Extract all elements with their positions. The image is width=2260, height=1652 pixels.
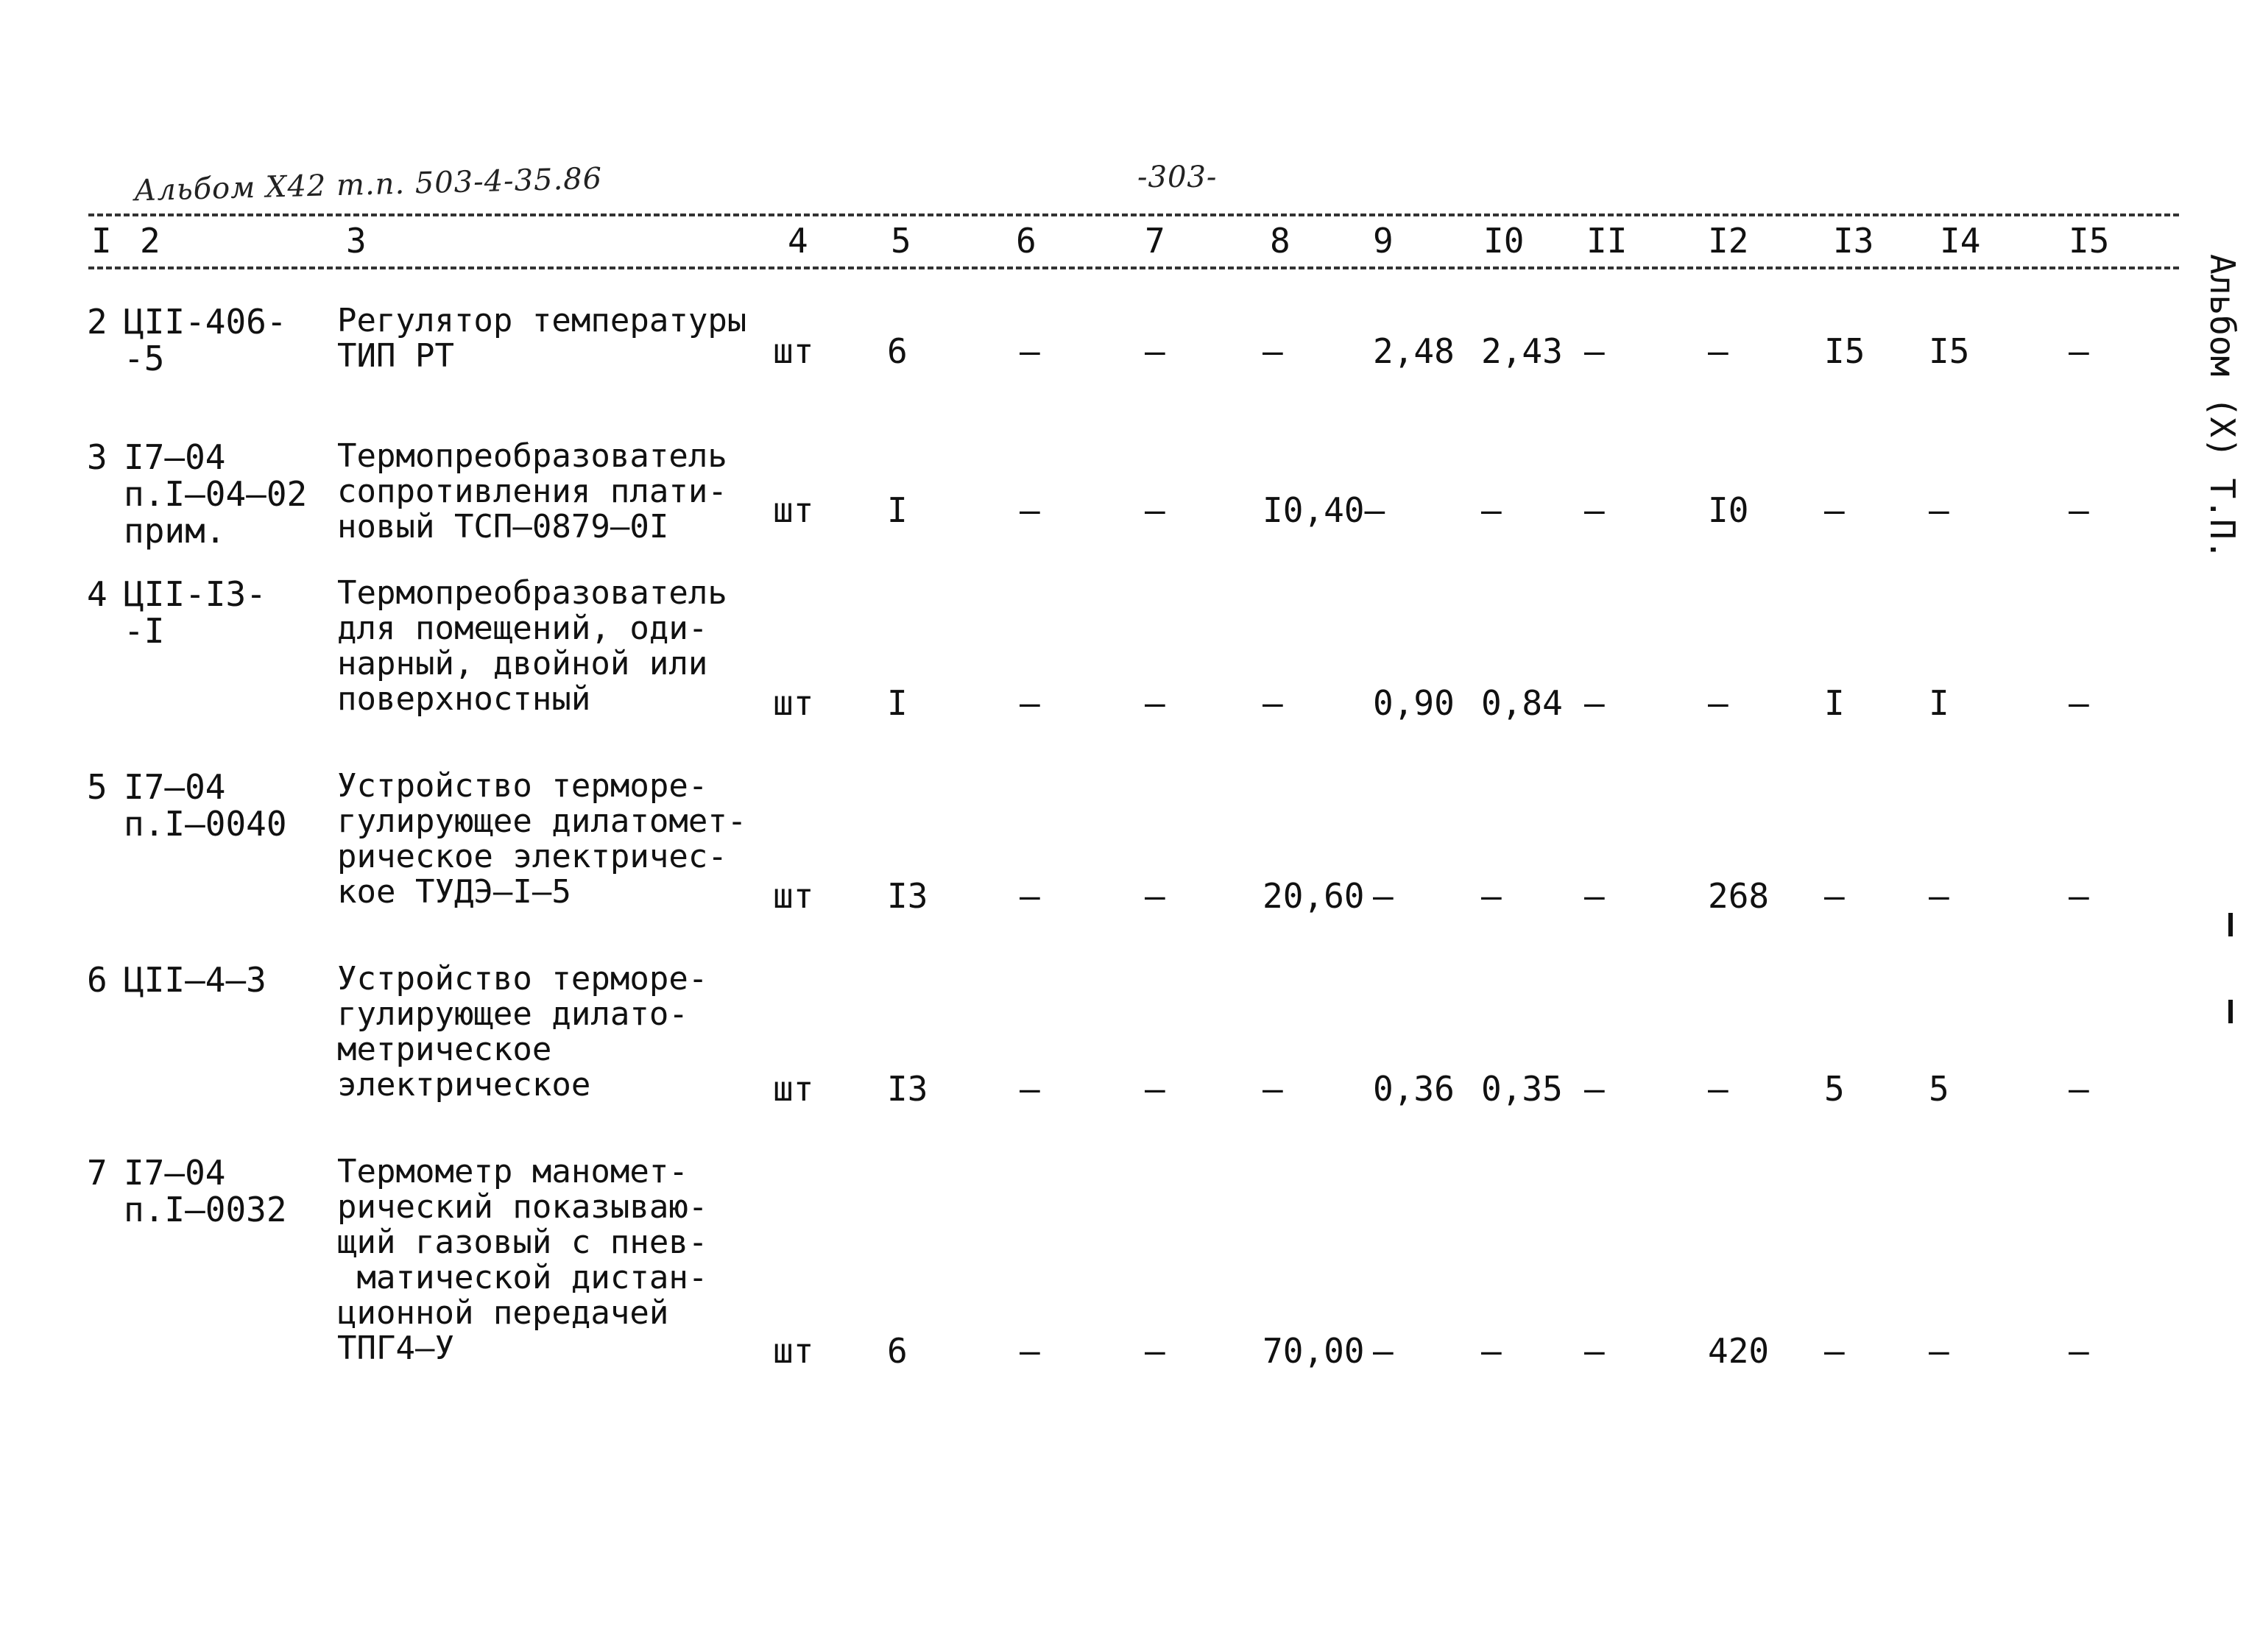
column-number-10: I0 xyxy=(1483,221,1525,261)
row-number: 4 xyxy=(87,574,107,614)
cell-c6: – xyxy=(1020,876,1040,916)
cell-c9: – xyxy=(1373,876,1394,916)
column-number-13: I3 xyxy=(1833,221,1874,261)
cell-c8: I0,40– xyxy=(1263,490,1385,530)
cell-c7: – xyxy=(1145,490,1165,530)
cell-c5: I xyxy=(887,490,908,530)
item-name: Термопреобразователь для помещений, оди- нарный, двойной или поверхностный xyxy=(337,574,727,718)
cell-c13: – xyxy=(1824,876,1845,916)
cell-unit: шт xyxy=(773,1069,814,1109)
cell-c12: 420 xyxy=(1708,1331,1770,1371)
cell-c14: – xyxy=(1929,876,1949,916)
cell-c12: – xyxy=(1708,331,1728,371)
cell-c9: – xyxy=(1373,1331,1394,1371)
cell-c5: 6 xyxy=(887,331,908,371)
item-name: Устройство терморе- гулирующее дилато- метрическое электрическое xyxy=(337,960,708,1104)
margin-mark xyxy=(2228,1000,2233,1023)
row-number: 3 xyxy=(87,437,107,477)
row-number: 7 xyxy=(87,1153,107,1193)
cell-c14: I xyxy=(1929,683,1949,723)
cell-c6: – xyxy=(1020,1331,1040,1371)
header-dashed-line-bottom xyxy=(88,266,2179,269)
cell-unit: шт xyxy=(773,490,814,530)
cell-c14: – xyxy=(1929,1331,1949,1371)
cell-c6: – xyxy=(1020,490,1040,530)
column-number-11: II xyxy=(1586,221,1628,261)
price-code: I7–04 п.I–0032 xyxy=(124,1153,287,1229)
cell-c11: – xyxy=(1584,1069,1605,1109)
cell-c11: – xyxy=(1584,683,1605,723)
cell-c5: I xyxy=(887,683,908,723)
column-number-2: 2 xyxy=(140,221,160,261)
price-code: ЦII-406- -5 xyxy=(124,302,287,378)
cell-c10: 0,84 xyxy=(1481,683,1563,723)
row-number: 5 xyxy=(87,767,107,807)
cell-unit: шт xyxy=(773,331,814,371)
header-dashed-line-top xyxy=(88,213,2179,216)
cell-c15: – xyxy=(2069,876,2089,916)
row-number: 6 xyxy=(87,960,107,1000)
cell-c8: 70,00 xyxy=(1263,1331,1365,1371)
cell-c8: 20,60 xyxy=(1263,876,1365,916)
cell-c12: – xyxy=(1708,683,1728,723)
cell-c14: I5 xyxy=(1929,331,1970,371)
cell-c15: – xyxy=(2069,1331,2089,1371)
cell-unit: шт xyxy=(773,683,814,723)
cell-c14: 5 xyxy=(1929,1069,1949,1109)
cell-c11: – xyxy=(1584,876,1605,916)
album-title: Альбом Х42 т.п. 503-4-35.86 xyxy=(133,161,603,208)
cell-unit: шт xyxy=(773,876,814,916)
cell-c7: – xyxy=(1145,1331,1165,1371)
page-number: -303- xyxy=(1137,160,1218,194)
cell-c10: – xyxy=(1481,876,1502,916)
cell-unit: шт xyxy=(773,1331,814,1371)
price-code: ЦII-I3- -I xyxy=(124,574,266,651)
column-number-7: 7 xyxy=(1145,221,1165,261)
cell-c10: 0,35 xyxy=(1481,1069,1563,1109)
cell-c11: – xyxy=(1584,331,1605,371)
item-name: Термометр маномет- рический показываю- щий газовый с пнев- матической дистан- ционной передачей ТПГ4–У xyxy=(337,1153,708,1367)
cell-c15: – xyxy=(2069,490,2089,530)
cell-c10: – xyxy=(1481,1331,1502,1371)
cell-c11: – xyxy=(1584,490,1605,530)
item-name: Регулятор температуры ТИП РТ xyxy=(337,302,747,375)
cell-c13: I5 xyxy=(1824,331,1865,371)
column-number-1: I xyxy=(91,221,112,261)
column-number-12: I2 xyxy=(1708,221,1749,261)
price-code: I7–04 п.I–04–02 прим. xyxy=(124,437,308,551)
cell-c7: – xyxy=(1145,1069,1165,1109)
cell-c15: – xyxy=(2069,331,2089,371)
item-name: Устройство терморе- гулирующее дилатомет- рическое электричес- кое ТУДЭ–I–5 xyxy=(337,767,747,911)
cell-c13: I xyxy=(1824,683,1845,723)
cell-c8: – xyxy=(1263,1069,1283,1109)
cell-c7: – xyxy=(1145,876,1165,916)
cell-c12: I0 xyxy=(1708,490,1749,530)
cell-c11: – xyxy=(1584,1331,1605,1371)
cell-c13: 5 xyxy=(1824,1069,1845,1109)
cell-c15: – xyxy=(2069,1069,2089,1109)
column-number-5: 5 xyxy=(891,221,911,261)
column-number-9: 9 xyxy=(1373,221,1394,261)
cell-c10: – xyxy=(1481,490,1502,530)
cell-c13: – xyxy=(1824,1331,1845,1371)
cell-c10: 2,43 xyxy=(1481,331,1563,371)
column-number-6: 6 xyxy=(1016,221,1037,261)
column-number-3: 3 xyxy=(346,221,367,261)
cell-c14: – xyxy=(1929,490,1949,530)
cell-c7: – xyxy=(1145,331,1165,371)
cell-c12: 268 xyxy=(1708,876,1770,916)
cell-c9: 0,90 xyxy=(1373,683,1455,723)
cell-c6: – xyxy=(1020,1069,1040,1109)
cell-c15: – xyxy=(2069,683,2089,723)
cell-c12: – xyxy=(1708,1069,1728,1109)
column-number-15: I5 xyxy=(2069,221,2110,261)
column-number-14: I4 xyxy=(1940,221,1981,261)
row-number: 2 xyxy=(87,302,107,342)
price-code: ЦII–4–3 xyxy=(124,960,266,1000)
item-name: Термопреобразователь сопротивления плати- новый ТСП–0879–0I xyxy=(337,437,727,546)
column-number-4: 4 xyxy=(788,221,808,261)
price-code: I7–04 п.I–0040 xyxy=(124,767,287,844)
cell-c9: 0,36 xyxy=(1373,1069,1455,1109)
cell-c9: 2,48 xyxy=(1373,331,1455,371)
margin-mark xyxy=(2228,913,2233,936)
cell-c8: – xyxy=(1263,331,1283,371)
side-album-label: Альбом (Х) Т.П. xyxy=(2203,254,2242,560)
column-number-8: 8 xyxy=(1270,221,1290,261)
cell-c13: – xyxy=(1824,490,1845,530)
cell-c5: I3 xyxy=(887,1069,928,1109)
cell-c5: I3 xyxy=(887,876,928,916)
cell-c6: – xyxy=(1020,331,1040,371)
cell-c7: – xyxy=(1145,683,1165,723)
cell-c8: – xyxy=(1263,683,1283,723)
cell-c5: 6 xyxy=(887,1331,908,1371)
cell-c6: – xyxy=(1020,683,1040,723)
